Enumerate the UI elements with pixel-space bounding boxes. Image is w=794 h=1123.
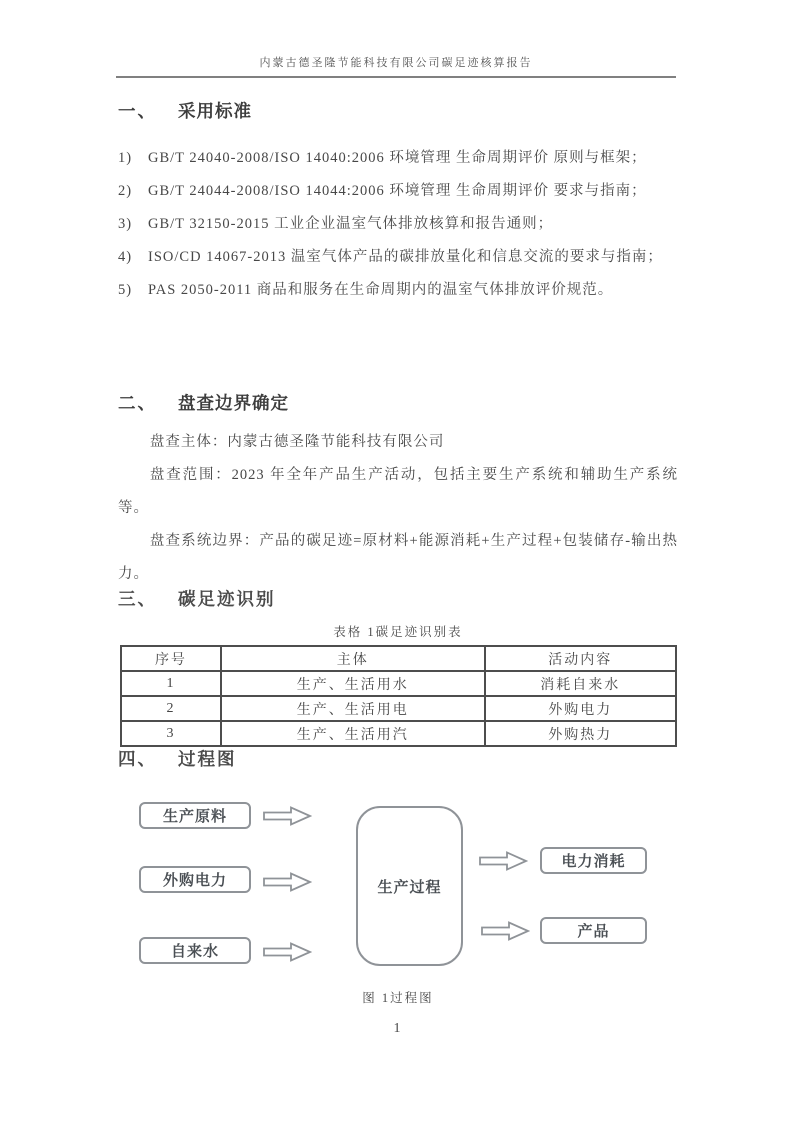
figure-caption: 图 1过程图 xyxy=(362,991,434,1005)
page-number: 1 xyxy=(393,1021,401,1036)
diagram-output-box: 电力消耗 xyxy=(540,847,647,874)
table-caption: 表格 1碳足迹识别表 xyxy=(333,625,463,639)
list-marker: 4) xyxy=(118,249,133,265)
section-title: 过程图 xyxy=(178,749,237,769)
diagram-output-box: 产品 xyxy=(540,917,647,944)
list-marker: 1) xyxy=(118,150,133,166)
table-row xyxy=(121,671,676,696)
paragraph: 盘查系统边界：产品的碳足迹=原材料+能源消耗+生产过程+包装储存-输出热力。 xyxy=(118,533,678,582)
running-header xyxy=(116,54,676,78)
table-cell: 生产、生活用电 xyxy=(221,696,485,721)
list-marker: 2) xyxy=(118,183,133,199)
standard-text: GB/T 24040-2008/ISO 14040:2006 环境管理 生命周期评价 原则与框架； xyxy=(148,150,647,166)
boundary-paragraphs xyxy=(118,426,678,591)
section-number: 三、 xyxy=(118,589,157,609)
section-number: 四、 xyxy=(118,749,157,769)
standard-text: ISO/CD 14067-2013 温室气体产品的碳排放量化和信息交流的要求与指南； xyxy=(148,249,663,265)
process-diagram xyxy=(118,795,678,980)
table-row xyxy=(121,696,676,721)
flow-arrow-icon xyxy=(263,806,312,826)
section-number: 一、 xyxy=(118,101,157,121)
section-number: 二、 xyxy=(118,393,157,413)
diagram-process-box: 生产过程 xyxy=(356,806,463,966)
table-cell: 1 xyxy=(121,671,221,696)
section-heading-standards xyxy=(118,98,678,123)
flow-arrow-icon xyxy=(479,851,528,871)
section-heading-boundary xyxy=(118,390,678,415)
diagram-input-box: 生产原料 xyxy=(139,802,251,829)
standard-item xyxy=(118,274,678,307)
flow-arrow-icon xyxy=(263,942,312,962)
table-header-cell: 活动内容 xyxy=(485,646,676,671)
flow-arrow-icon xyxy=(263,872,312,892)
footprint-table xyxy=(120,645,677,747)
running-header-title: 内蒙古德圣隆节能科技有限公司碳足迹核算报告 xyxy=(259,57,533,69)
standard-text: GB/T 32150-2015 工业企业温室气体排放核算和报告通则； xyxy=(148,216,554,232)
table-cell: 外购电力 xyxy=(485,696,676,721)
standard-item xyxy=(118,175,678,208)
standard-text: PAS 2050-2011 商品和服务在生命周期内的温室气体排放评价规范。 xyxy=(148,282,614,298)
table-cell: 生产、生活用水 xyxy=(221,671,485,696)
list-marker: 5) xyxy=(118,282,133,298)
flow-arrow-icon xyxy=(481,921,530,941)
standards-list xyxy=(118,142,678,307)
table-cell: 3 xyxy=(121,721,221,746)
standard-item xyxy=(118,208,678,241)
diagram-input-box: 外购电力 xyxy=(139,866,251,893)
standard-text: GB/T 24044-2008/ISO 14044:2006 环境管理 生命周期评价 要求与指南； xyxy=(148,183,647,199)
section-title: 碳足迹识别 xyxy=(178,589,276,609)
standard-item xyxy=(118,241,678,274)
table-cell: 消耗自来水 xyxy=(485,671,676,696)
table-row xyxy=(121,721,676,746)
table-cell: 2 xyxy=(121,696,221,721)
paragraph: 盘查范围：2023 年全年产品生产活动，包括主要生产系统和辅助生产系统等。 xyxy=(118,467,678,516)
section-title: 采用标准 xyxy=(178,101,252,121)
list-marker: 3) xyxy=(118,216,133,232)
diagram-input-box: 自来水 xyxy=(139,937,251,964)
paragraph: 盘查主体：内蒙古德圣隆节能科技有限公司 xyxy=(149,434,445,450)
section-heading-process xyxy=(118,746,678,771)
section-title: 盘查边界确定 xyxy=(178,393,289,413)
table-cell: 生产、生活用汽 xyxy=(221,721,485,746)
standard-item xyxy=(118,142,678,175)
table-header-cell: 序号 xyxy=(121,646,221,671)
table-header-cell: 主体 xyxy=(221,646,485,671)
table-header-row xyxy=(121,646,676,671)
table-cell: 外购热力 xyxy=(485,721,676,746)
section-heading-identification xyxy=(118,586,678,611)
